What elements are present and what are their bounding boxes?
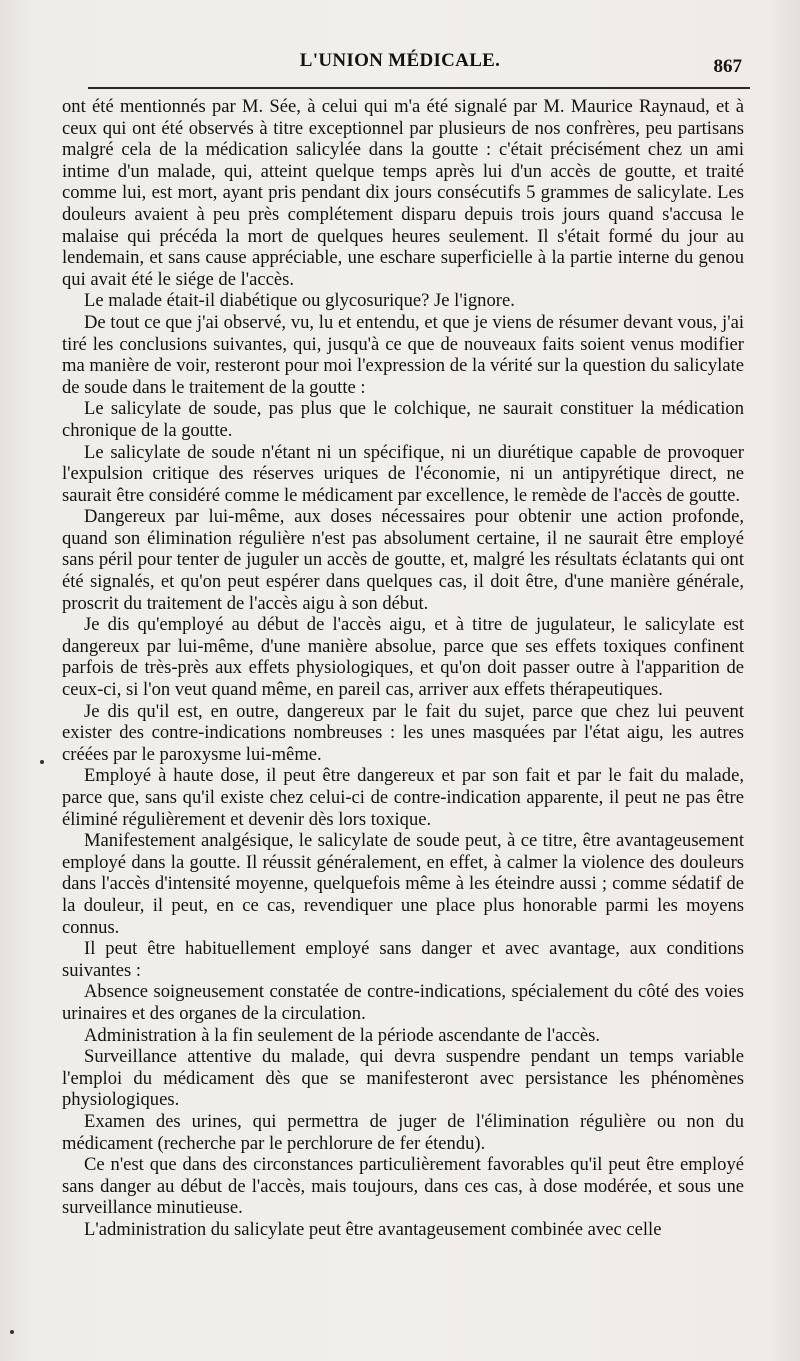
paragraph: ont été mentionnés par M. Sée, à celui qui m'a été signalé par M. Maurice Raynaud, et à ceux qui ont été observés à titre exceptionnel par plusieurs de nos confrères, peu partisans malgré cela de la médication salicylée dans la goutte : c'était précisément chez un ami intime d'un malade, qui, atteint quelque temps après lui d'un accès de goutte, et traité comme lui, est mort, ayant pris pendant dix jours consécutifs 5 grammes de salicylate. Les douleurs avaient à peu près complétement disparu depuis trois jours quand s'accusa le malaise qui précéda la mort de quelques heures seulement. Il s'était formé du jour au lendemain, et sans cause appréciable, une eschare superficielle à la partie interne du genou qui avait été le siége de l'accès. bbox=[62, 96, 744, 290]
article-body bbox=[62, 96, 744, 1240]
paragraph: Manifestement analgésique, le salicylate de soude peut, à ce titre, être avantageusement employé dans la goutte. Il réussit généralement, en effet, à calmer la violence des douleurs dans l'accès d'intensité moyenne, quelquefois même à les éteindre aussi ; comme sédatif de la douleur, il peut, en ce cas, revendiquer une place plus honorable parmi les moyens connus. bbox=[62, 830, 744, 938]
page-number: 867 bbox=[713, 56, 742, 77]
paragraph: Il peut être habituellement employé sans danger et avec avantage, aux conditions suivantes : bbox=[62, 938, 744, 981]
paragraph: De tout ce que j'ai observé, vu, lu et entendu, et que je viens de résumer devant vous, j'ai tiré les conclusions suivantes, qui, jusqu'à ce que de nouveaux faits soient venus modifier ma manière de voir, resteront pour moi l'expression de la vérité sur la question du salicylate de soude dans le traitement de la goutte : bbox=[62, 311, 744, 398]
ink-speck bbox=[40, 760, 44, 764]
paragraph: Le malade était-il diabétique ou glycosurique? Je l'ignore. bbox=[84, 290, 515, 312]
paragraph: L'administration du salicylate peut être avantageusement combinée avec celle bbox=[84, 1218, 662, 1240]
paragraph: Ce n'est que dans des circonstances particulièrement favorables qu'il peut être employé sans danger au début de l'accès, mais toujours, dans ces cas, à dose modérée, et sous une surveillance minutieuse. bbox=[62, 1154, 744, 1219]
paragraph: Le salicylate de soude, pas plus que le colchique, ne saurait constituer la médication chronique de la goutte. bbox=[62, 398, 744, 441]
running-header bbox=[0, 50, 800, 80]
journal-title: L'UNION MÉDICALE. bbox=[299, 50, 501, 71]
paragraph: Dangereux par lui-même, aux doses nécessaires pour obtenir une action profonde, quand son élimination régulière n'est pas absolument certaine, il ne saurait être employé sans péril pour tenter de juguler un accès de goutte, et, malgré les résultats éclatants qui ont été signalés, et qu'on peut espérer dans quelques cas, il doit être, d'une manière générale, proscrit du traitement de l'accès aigu à son début. bbox=[62, 506, 744, 614]
paragraph: Je dis qu'il est, en outre, dangereux par le fait du sujet, parce que chez lui peuvent exister des contre-indications nombreuses : les unes masquées par l'état aigu, les autres créées par le paroxysme lui-même. bbox=[62, 700, 744, 765]
paragraph: Administration à la fin seulement de la période ascendante de l'accès. bbox=[84, 1024, 601, 1046]
ink-speck bbox=[10, 1330, 14, 1334]
paragraph: Le salicylate de soude n'étant ni un spécifique, ni un diurétique capable de provoquer l'expulsion critique des réserves uriques de l'économie, ni un antipyrétique direct, ne saurait être considéré comme le médicament par excellence, le remède de l'accès de goutte. bbox=[62, 441, 744, 506]
paragraph: Absence soigneusement constatée de contre-indications, spécialement du côté des voies urinaires et des organes de la circulation. bbox=[62, 981, 744, 1024]
paragraph: Surveillance attentive du malade, qui devra suspendre pendant un temps variable l'emploi du médicament dès que se manifesteront avec persistance les phénomènes physiologiques. bbox=[62, 1046, 744, 1111]
paragraph: Employé à haute dose, il peut être dangereux et par son fait et par le fait du malade, parce que, sans qu'il existe chez celui-ci de contre-indication apparente, il peut ne pas être éliminé régulièrement et devenir dès lors toxique. bbox=[62, 765, 744, 830]
header-rule bbox=[88, 87, 750, 89]
paragraph: Je dis qu'employé au début de l'accès aigu, et à titre de jugulateur, le salicylate est dangereux par lui-même, d'une manière absolue, parce que ses effets toxiques confinent parfois de très-près aux effets physiologiques, et qu'on doit passer outre à l'apparition de ceux-ci, si l'on veut quand même, en pareil cas, arriver aux effets thérapeutiques. bbox=[62, 614, 744, 701]
paragraph: Examen des urines, qui permettra de juger de l'élimination régulière ou non du médicament (recherche par le perchlorure de fer étendu). bbox=[62, 1110, 744, 1154]
